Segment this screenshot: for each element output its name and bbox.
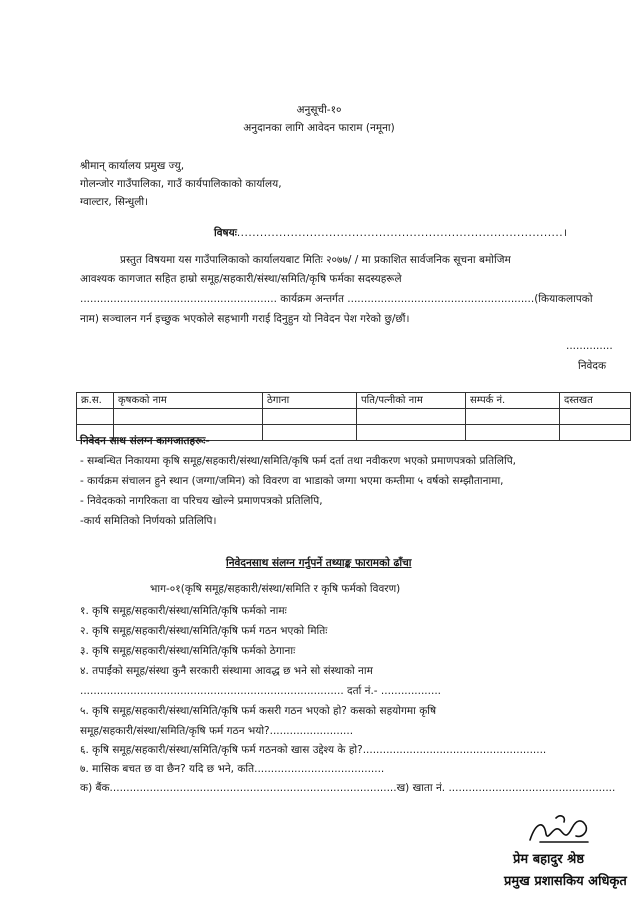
question-7: ७. मासिक बचत छ वा छैन? यदि छ भने, कति.......................................	[80, 763, 385, 775]
body-line-2: आवश्यक कागजात सहित हाम्रो समूह/सहकारी/संस्था/समिति/कृषि फर्मका सदस्यहरूले	[80, 273, 402, 285]
signatory-title: प्रमुख प्रशासकिय अधिकृत	[504, 874, 627, 889]
schedule-label: अनुसूची-१०	[296, 104, 342, 116]
question-7-bank: क) बैंक......................................................................................ख) खाता नं. ..................................................	[80, 782, 616, 794]
address-line-1: श्रीमान् कार्यालय प्रमुख ज्यु,	[80, 160, 185, 172]
form-title: अनुदानका लागि आवेदन फाराम (नमूना)	[243, 122, 395, 134]
col-farmer-name: कृषकको नाम	[114, 393, 263, 409]
body-line-1: प्रस्तुत विषयमा यस गाउँपालिकाको कार्यालयबाट मितिः २०७७/ / मा प्रकाशित सार्वजनिक सूचना बमोजिम	[120, 254, 511, 266]
attachment-item: - निवेदकको नागरिकता वा परिचय खोल्ने प्रमाणपत्रको प्रतिलिपि,	[80, 495, 323, 507]
part-title: भाग-०१(कृषि समूह/सहकारी/संस्था/समिति र कृषि फर्मको विवरण)	[150, 583, 401, 595]
attachments-heading: निवेदन साथ संलग्न कागजातहरूः-	[80, 435, 210, 447]
attachment-item: -कार्य समितिको निर्णयको प्रतिलिपि।	[80, 515, 217, 527]
applicant-dots: ..............	[566, 340, 613, 352]
col-serial: क्र.स.	[77, 393, 114, 409]
question-5a: ५. कृषि समूह/सहकारी/संस्था/समिति/कृषि फर्म कसरी गठन भएको हो? कसको सहयोगमा कृषि	[80, 705, 437, 717]
address-line-3: ग्वाल्टार, सिन्धुली।	[80, 196, 149, 208]
body-line-4: नाम) सञ्चालन गर्न इच्छुक भएकोले सहभागी गराई दिनुहुन यो निवेदन पेश गरेको छु/छौं।	[80, 313, 410, 325]
col-address: ठेगाना	[263, 393, 357, 409]
address-line-2: गोलन्जोर गाउँपालिका, गाउँ कार्यपालिकाको कार्यालय,	[80, 178, 282, 190]
question-4: ४. तपाईंको समूह/संस्था कुनै सरकारी संस्थामा आवद्ध छ भने सो संस्थाको नाम	[80, 665, 373, 677]
handwritten-signature-icon	[526, 812, 596, 852]
question-4-line: ............................................................................... दर्ता नं.- ..................	[80, 685, 441, 697]
body-line-3: ........................................................... कार्यक्रम अन्तर्गत ........................................................(कियाकलापको	[80, 293, 593, 305]
question-2: २. कृषि समूह/सहकारी/संस्था/समिति/कृषि फर्म गठन भएको मितिः	[80, 625, 328, 637]
subject-line	[214, 227, 568, 241]
col-signature: दस्तखत	[560, 393, 631, 409]
question-5b: समूह/सहकारी/संस्था/समिति/कृषि फर्म गठन भयो?.........................	[80, 725, 354, 737]
subject-blank: .....................................................................................।	[236, 227, 568, 239]
question-1: १. कृषि समूह/सहकारी/संस्था/समिति/कृषि फर्मको नामः	[80, 605, 287, 617]
farmers-table	[76, 392, 631, 441]
table-row	[77, 409, 631, 425]
col-contact: सम्पर्क नं.	[466, 393, 560, 409]
table-header-row	[77, 393, 631, 409]
question-6: ६. कृषि समूह/सहकारी/संस्था/समिति/कृषि फर्म गठनको खास उद्देश्य के हो?.......................................................	[80, 744, 547, 756]
attachment-item: - कार्यक्रम संचालन हुने स्थान (जग्गा/जमिन) को विवरण वा भाडाको जग्गा भएमा कम्तीमा ५ वर्षको सम्झौतानामा,	[80, 475, 504, 487]
applicant-label: निवेदक	[578, 360, 607, 372]
question-3: ३. कृषि समूह/सहकारी/संस्था/समिति/कृषि फर्मको ठेगानाः	[80, 645, 296, 657]
col-spouse-name: पति/पत्नीको नाम	[357, 393, 466, 409]
attachment-item: - सम्बन्धित निकायमा कृषि समूह/सहकारी/संस्था/समिति/कृषि फर्म दर्ता तथा नवीकरण भएको प्रमाणपत्रको प्रतिलिपि,	[80, 455, 516, 467]
format-heading: निवेदनसाथ संलग्न गर्नुपर्ने तथ्याङ्क फारामको ढाँचा	[226, 557, 412, 569]
signatory-name: प्रेम बहादुर श्रेष्ठ	[513, 852, 584, 867]
subject-label: विषयः	[214, 227, 237, 239]
